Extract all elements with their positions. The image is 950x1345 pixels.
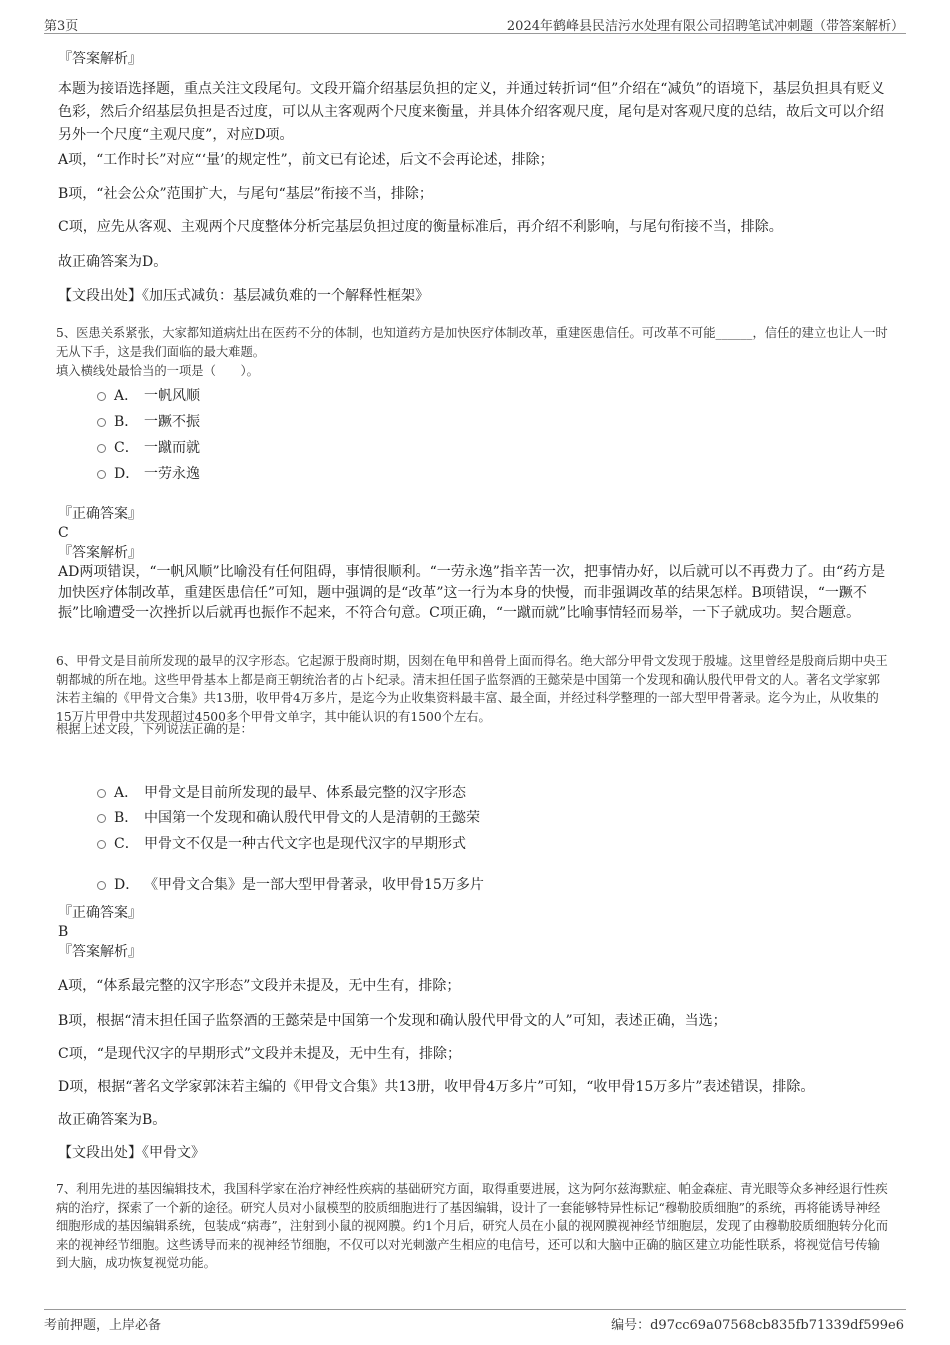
q6-option-b-explanation: B项，根据“清末担任国子监祭酒的王懿荣是中国第一个发现和确认殷代甲骨文的人”可知，表述正确，当选； [58, 1013, 727, 1029]
option-text: 一蹶不振 [144, 414, 200, 430]
q6-option-a-explanation: A项，“体系最完整的汉字形态”文段并未提及，无中生有，排除； [58, 978, 461, 994]
radio-button-icon[interactable] [97, 418, 106, 427]
q5-analysis-label: 『答案解析』 [58, 545, 142, 561]
radio-button-icon[interactable] [97, 392, 106, 401]
document-code [611, 1314, 904, 1333]
q6-stem: 6、甲骨文是目前所发现的最早的汉字形态。它起源于殷商时期，因刻在龟甲和兽骨上面而得名。绝大部分甲骨文发现于殷墟。这里曾经是殷商后期中央王朝都城的所在地。这些甲骨基本上都是商王朝统治者的占卜纪录。清末担任国子监祭酒的王懿荣是中国第一个发现和确认殷代甲骨文的人。著名文学家郭沫若主编的《甲骨文合集》共13册，收甲骨4万多片，是迄今为止收集资料最丰富、最全面，并经过科学整理的一部大型甲骨著录。迄今为止，从收集的15万片甲骨中共发现超过4500多个甲骨文单字，其中能认识的有1500个左右。 [56, 654, 888, 724]
option-letter: D． [114, 466, 140, 482]
q5-option-c[interactable] [97, 438, 200, 458]
document-title: 2024年鹤峰县民洁污水处理有限公司招聘笔试冲刺题（带答案解析） [506, 19, 904, 34]
option-text: 甲骨文不仅是一种古代文字也是现代汉字的早期形式 [144, 836, 466, 852]
q4-source: 【文段出处】《加压式减负：基层减负难的一个解释性框架》 [58, 288, 429, 304]
q6-analysis-label: 『答案解析』 [58, 944, 142, 960]
q4-option-a-explanation: A项，“工作时长”对应“‘量’的规定性”，前文已有论述，后文不会再论述，排除； [58, 152, 554, 168]
footer-rule [44, 1309, 906, 1310]
q6-prompt: 根据上述文段，下列说法正确的是： [56, 722, 253, 736]
q5-option-a[interactable] [97, 386, 200, 406]
option-letter: C． [114, 440, 139, 456]
q5-analysis: AD两项错误，“一帆风顺”比喻没有任何阻碍，事情很顺利。“一劳永逸”指辛苦一次，把事情办好，以后就可以不再费力了。由“药方是加快医疗体制改革，重建医患信任”可知，题中强调的是“改革”这一行为本身的快慢，而非强调改革的结果怎样。B项错误，“一蹶不振”比喻遭受一次挫折以后就再也振作不起来，不符合句意。C项正确，“一蹴而就”比喻事情轻而易举，一下子就成功。契合题意。 [58, 564, 886, 621]
option-text: 一帆风顺 [144, 388, 200, 404]
radio-button-icon[interactable] [97, 444, 106, 453]
q5-option-b[interactable] [97, 412, 200, 432]
radio-button-icon[interactable] [97, 814, 106, 823]
q4-option-b-explanation: B项，“社会公众”范围扩大，与尾句“基层”衔接不当，排除； [58, 186, 433, 202]
option-letter: A． [114, 388, 139, 404]
q6-option-d-explanation: D项，根据“著名文学家郭沫若主编的《甲骨文合集》共13册，收甲骨4万多片”可知，“收甲骨15万多片”表述错误，排除。 [58, 1079, 815, 1095]
option-letter: A． [114, 785, 139, 801]
option-letter: B． [114, 810, 139, 826]
option-text: 一蹴而就 [144, 440, 200, 456]
option-text: 中国第一个发现和确认殷代甲骨文的人是清朝的王懿荣 [144, 810, 480, 826]
radio-button-icon[interactable] [97, 881, 106, 890]
q6-option-c-explanation: C项，“是现代汉字的早期形式”文段并未提及，无中生有，排除； [58, 1046, 462, 1062]
q4-conclusion: 故正确答案为D。 [58, 254, 168, 270]
radio-button-icon[interactable] [97, 470, 106, 479]
q6-option-c[interactable] [97, 834, 466, 854]
header-rule [44, 33, 906, 34]
option-text: 一劳永逸 [144, 466, 200, 482]
radio-button-icon[interactable] [97, 840, 106, 849]
q5-option-d[interactable] [97, 464, 200, 484]
option-letter: B． [114, 414, 139, 430]
q5-stem: 5、医患关系紧张，大家都知道病灶出在医药不分的体制，也知道药方是加快医疗体制改革，重建医患信任。可改革不可能______，信任的建立也让人一时无从下手，这是我们面临的最大难题。 [56, 326, 888, 359]
option-letter: D． [114, 877, 140, 893]
option-text: 甲骨文是目前所发现的最早、体系最完整的汉字形态 [144, 785, 466, 801]
footer-slogan: 考前押题，上岸必备 [44, 1318, 162, 1333]
q6-answer: B [58, 924, 69, 940]
option-text: 《甲骨文合集》是一部大型甲骨著录，收甲骨15万多片 [144, 877, 484, 893]
q6-option-b[interactable] [97, 808, 480, 828]
q6-option-a[interactable] [97, 783, 466, 803]
document-code-label: 编号： [611, 1318, 651, 1333]
q6-conclusion: 故正确答案为B。 [58, 1112, 167, 1128]
q4-option-c-explanation: C项，应先从客观、主观两个尺度整体分析完基层负担过度的衡量标准后，再介绍不利影响，与尾句衔接不当，排除。 [58, 219, 783, 235]
q5-answer-label: 『正确答案』 [58, 506, 142, 522]
q4-analysis-paragraph: 本题为接语选择题，重点关注文段尾句。文段开篇介绍基层负担的定义，并通过转折词“但”介绍在“减负”的语境下，基层负担具有贬义色彩，然后介绍基层负担是否过度，可以从主客观两个尺度来衡量，并具体介绍客观尺度，尾句是对客观尺度的总结，故后文可以介绍另外一个尺度“主观尺度”，对应D项。 [58, 81, 885, 143]
q6-option-d[interactable] [97, 875, 484, 895]
q6-answer-label: 『正确答案』 [58, 905, 142, 921]
option-letter: C． [114, 836, 139, 852]
q4-analysis-label: 『答案解析』 [58, 51, 142, 67]
q6-source: 【文段出处】《甲骨文》 [58, 1145, 205, 1161]
q5-prompt: 填入横线处最恰当的一项是（ ）。 [56, 364, 259, 378]
q5-answer: C [58, 525, 69, 541]
q7-stem: 7、利用先进的基因编辑技术，我国科学家在治疗神经性疾病的基础研究方面，取得重要进展，这为阿尔兹海默症、帕金森症、青光眼等众多神经退行性疾病的治疗，探索了一个新的途径。研究人员对小鼠模型的胶质细胞进行了基因编辑，设计了一套能够特异性标记“穆勒胶质细胞”的系统，再将能诱导神经细胞形成的基因编辑系统，包装成“病毒”，注射到小鼠的视网膜。约1个月后，研究人员在小鼠的视网膜视神经节细胞层，发现了由穆勒胶质细胞转分化而来的视神经节细胞。这些诱导而来的视神经节细胞，不仅可以对光刺激产生相应的电信号，还可以和大脑中正确的脑区建立功能性联系，将视觉信号传输到大脑，成功恢复视觉功能。 [56, 1182, 888, 1270]
radio-button-icon[interactable] [97, 789, 106, 798]
page-number: 第3页 [44, 19, 79, 34]
document-code-value: d97cc69a07568cb835fb71339df599e6 [650, 1318, 904, 1333]
